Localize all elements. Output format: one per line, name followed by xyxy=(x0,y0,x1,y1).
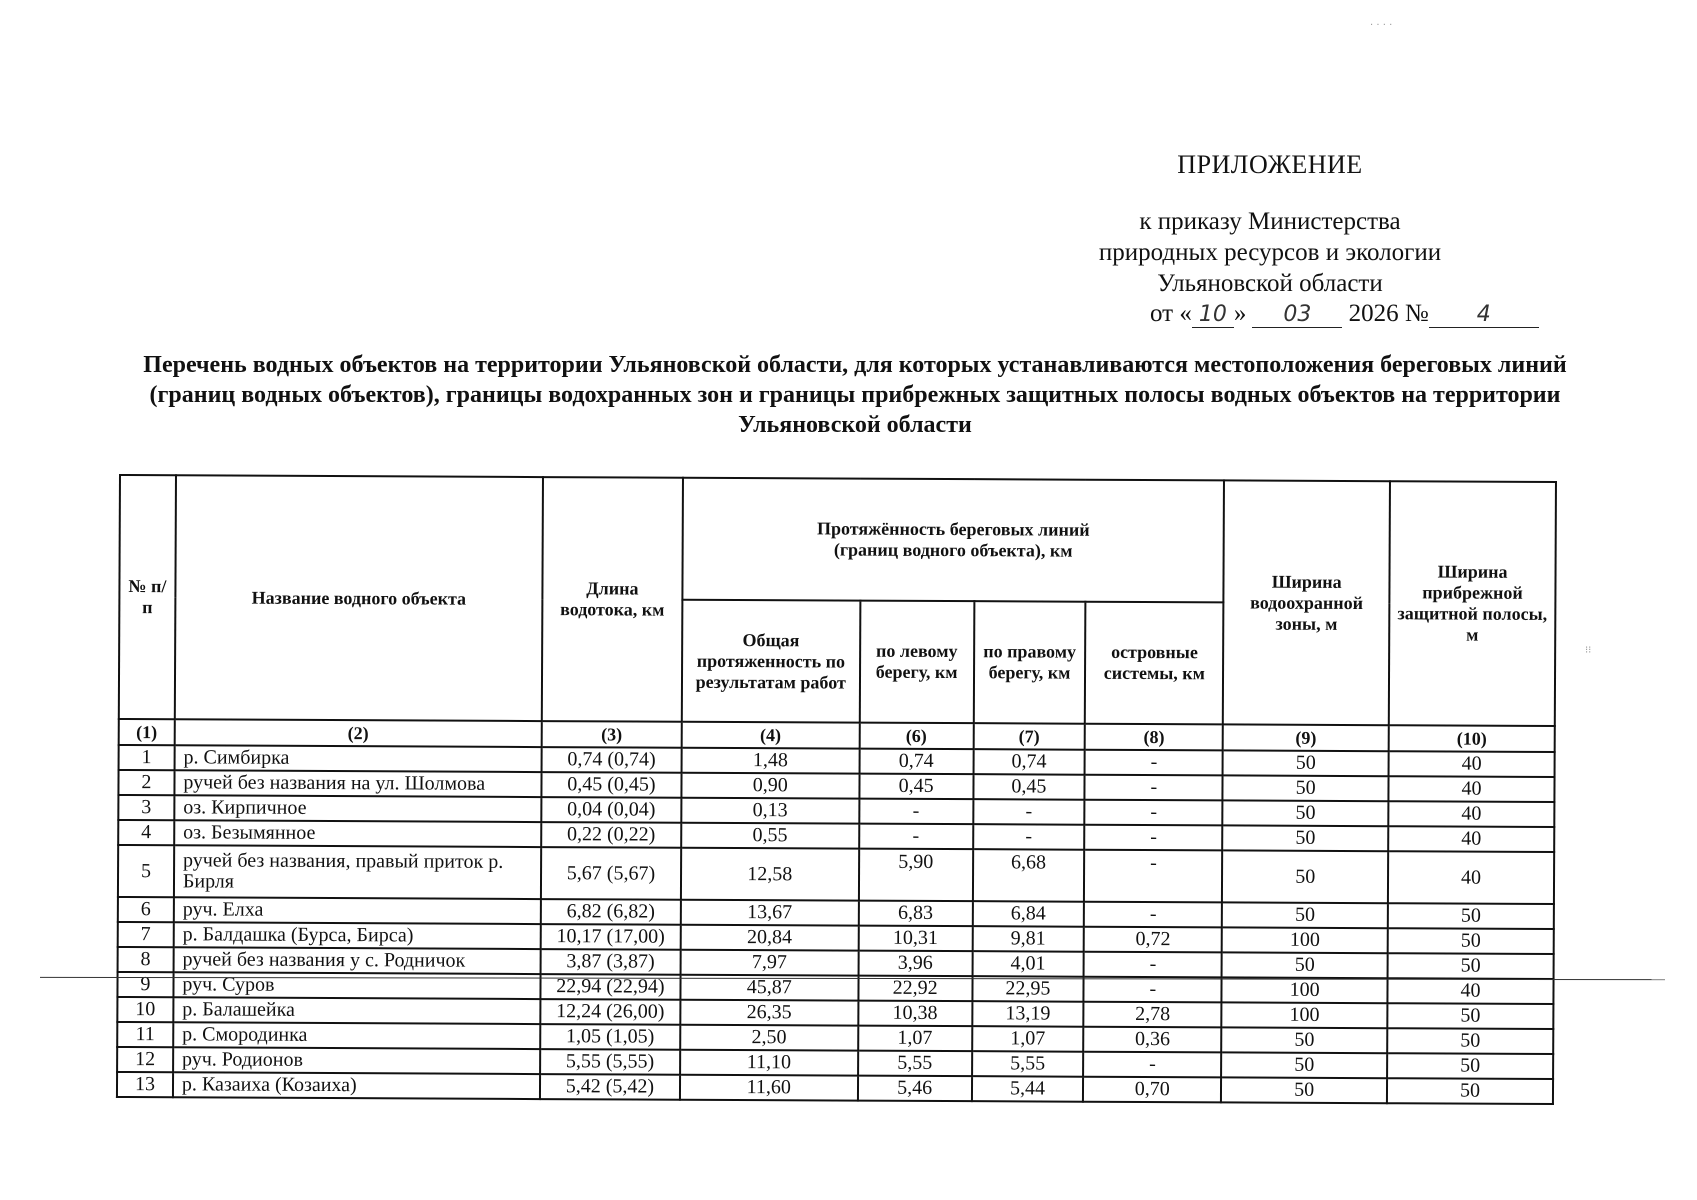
cell-name: ручей без названия на ул. Шолмова xyxy=(174,770,541,797)
column-number: (9) xyxy=(1223,724,1389,751)
cell-name: руч. Елха xyxy=(174,897,541,924)
order-day: 10 xyxy=(1192,302,1234,328)
cell-length: 6,82 (6,82) xyxy=(541,899,681,925)
cell-total: 12,58 xyxy=(681,848,859,901)
scan-speck: · · · · xyxy=(1370,20,1393,31)
cell-coastal-strip: 40 xyxy=(1388,978,1554,1004)
cell-islands: 0,72 xyxy=(1084,927,1222,953)
order-month: 03 xyxy=(1252,302,1342,328)
cell-water-zone: 50 xyxy=(1222,952,1388,978)
cell-total: 1,48 xyxy=(681,748,859,774)
cell-total: 0,55 xyxy=(681,823,859,849)
cell-right: - xyxy=(973,799,1085,825)
cell-water-zone: 100 xyxy=(1222,977,1388,1003)
cell-name: оз. Безымянное xyxy=(174,820,541,847)
cell-right: 22,95 xyxy=(972,976,1084,1002)
header-left: по левому берегу, км xyxy=(859,601,973,724)
cell-water-zone: 50 xyxy=(1222,850,1388,903)
header-length: Длина водотока, км xyxy=(542,477,683,722)
cell-right: 6,68 xyxy=(972,849,1084,902)
cell-left: 10,38 xyxy=(858,1001,972,1027)
cell-coastal-strip: 50 xyxy=(1387,1028,1553,1054)
order-date-line xyxy=(1150,300,1539,328)
cell-total: 26,35 xyxy=(680,1000,858,1026)
cell-name: ручей без названия, правый приток р. Бирля xyxy=(174,845,541,899)
cell-left: - xyxy=(859,799,973,825)
cell-length: 5,67 (5,67) xyxy=(541,847,681,900)
header-right: по правому берегу, км xyxy=(973,601,1085,724)
cell-right: - xyxy=(973,824,1085,850)
header-water-zone: Ширина водоохранной зоны, м xyxy=(1223,480,1390,725)
cell-total: 0,13 xyxy=(681,798,859,824)
table-row xyxy=(118,845,1554,904)
order-number: 4 xyxy=(1429,302,1539,328)
cell-islands: - xyxy=(1085,775,1223,801)
cell-length: 0,74 (0,74) xyxy=(542,747,682,773)
cell-water-zone: 50 xyxy=(1221,1052,1387,1078)
column-number: (6) xyxy=(859,723,973,750)
cell-total: 45,87 xyxy=(680,975,858,1001)
cell-right: 0,45 xyxy=(973,774,1085,800)
cell-left: 5,46 xyxy=(858,1076,972,1102)
cell-right: 5,55 xyxy=(972,1051,1084,1077)
cell-length: 12,24 (26,00) xyxy=(540,999,680,1025)
header-coastal-strip: Ширина прибрежной защитной полосы, м xyxy=(1389,481,1556,726)
document-title: Перечень водных объектов на территории Ульяновской области, для которых устанавливаются местоположения береговых линий (границ водных объектов), границы водохранных зон и границы прибрежных защитных полосы водных объектов на территории Ульяновской области xyxy=(143,352,1567,438)
cell-num: 2 xyxy=(118,770,174,795)
cell-coastal-strip: 40 xyxy=(1388,826,1554,852)
cell-name: р. Балашейка xyxy=(173,997,540,1024)
cell-coastal-strip: 40 xyxy=(1388,851,1554,904)
cell-coastal-strip: 40 xyxy=(1389,776,1555,802)
cell-islands: - xyxy=(1084,850,1222,903)
cell-num: 3 xyxy=(118,795,174,820)
order-quote: » xyxy=(1233,300,1247,327)
cell-water-zone: 50 xyxy=(1223,775,1389,801)
scan-speck: ⁝⁝ xyxy=(1585,645,1592,656)
cell-coastal-strip: 50 xyxy=(1387,1053,1553,1079)
cell-islands: - xyxy=(1084,952,1222,978)
cell-islands: 0,36 xyxy=(1084,1027,1222,1053)
cell-right: 6,84 xyxy=(972,901,1084,927)
cell-water-zone: 50 xyxy=(1223,800,1389,826)
cell-num: 6 xyxy=(118,897,174,922)
header-shoreline-group: Протяжённость береговых линий (границ водного объекта), км xyxy=(682,478,1224,603)
cell-total: 7,97 xyxy=(680,950,858,976)
cell-num: 13 xyxy=(117,1072,173,1097)
cell-total: 20,84 xyxy=(681,925,859,951)
cell-islands: - xyxy=(1085,825,1223,851)
cell-num: 1 xyxy=(119,745,175,770)
cell-length: 0,45 (0,45) xyxy=(541,772,681,798)
header-num: № п/п xyxy=(119,475,176,719)
cell-right: 0,74 xyxy=(973,749,1085,775)
header-total: Общая протяженность по результатам работ xyxy=(682,600,860,723)
cell-left: - xyxy=(859,824,973,850)
cell-left: 10,31 xyxy=(858,926,972,952)
cell-length: 3,87 (3,87) xyxy=(541,949,681,975)
cell-length: 1,05 (1,05) xyxy=(540,1024,680,1050)
cell-left: 6,83 xyxy=(859,901,973,927)
cell-right: 1,07 xyxy=(972,1026,1084,1052)
appendix-line: Ульяновской области xyxy=(1157,270,1383,297)
cell-water-zone: 50 xyxy=(1222,825,1388,851)
cell-length: 10,17 (17,00) xyxy=(541,924,681,950)
cell-islands: - xyxy=(1085,800,1223,826)
cell-right: 9,81 xyxy=(972,926,1084,952)
header-islands: островные системы, км xyxy=(1085,602,1223,725)
cell-num: 8 xyxy=(118,947,174,972)
cell-left: 0,74 xyxy=(859,749,973,775)
water-objects-table xyxy=(116,474,1557,1105)
cell-water-zone: 50 xyxy=(1223,750,1389,776)
cell-name: р. Балдашка (Бурса, Бирса) xyxy=(174,922,541,949)
cell-num: 5 xyxy=(118,845,174,897)
cell-right: 4,01 xyxy=(972,951,1084,977)
cell-num: 12 xyxy=(117,1047,173,1072)
column-number: (7) xyxy=(973,723,1085,750)
cell-total: 0,90 xyxy=(681,773,859,799)
cell-right: 13,19 xyxy=(972,1001,1084,1027)
cell-islands: - xyxy=(1085,750,1223,776)
cell-name: оз. Кирпичное xyxy=(174,795,541,822)
cell-coastal-strip: 50 xyxy=(1388,903,1554,929)
column-number: (1) xyxy=(119,719,175,745)
header-name: Название водного объекта xyxy=(175,475,543,721)
cell-num: 10 xyxy=(117,997,173,1022)
cell-water-zone: 50 xyxy=(1221,1077,1387,1103)
cell-length: 5,42 (5,42) xyxy=(540,1074,680,1100)
cell-name: ручей без названия у с. Родничок xyxy=(173,947,540,974)
cell-islands: 0,70 xyxy=(1083,1077,1221,1103)
order-prefix: от « xyxy=(1150,300,1192,327)
cell-islands: 2,78 xyxy=(1084,1002,1222,1028)
cell-coastal-strip: 40 xyxy=(1389,751,1555,777)
cell-right: 5,44 xyxy=(971,1076,1083,1102)
cell-coastal-strip: 40 xyxy=(1388,801,1554,827)
cell-num: 4 xyxy=(118,820,174,845)
cell-water-zone: 100 xyxy=(1222,927,1388,953)
appendix-block xyxy=(1020,150,1520,299)
cell-islands: - xyxy=(1083,1052,1221,1078)
cell-left: 0,45 xyxy=(859,774,973,800)
cell-water-zone: 50 xyxy=(1222,902,1388,928)
column-number: (4) xyxy=(682,722,860,749)
cell-left: 3,96 xyxy=(858,951,972,977)
cell-name: руч. Суров xyxy=(173,972,540,999)
appendix-title: ПРИЛОЖЕНИЕ xyxy=(1177,150,1363,179)
cell-name: р. Казаиха (Козаиха) xyxy=(173,1072,540,1099)
cell-length: 0,04 (0,04) xyxy=(541,797,681,823)
cell-coastal-strip: 50 xyxy=(1388,953,1554,979)
appendix-line: природных ресурсов и экологии xyxy=(1098,239,1442,266)
column-number: (8) xyxy=(1085,724,1223,751)
cell-length: 0,22 (0,22) xyxy=(541,822,681,848)
cell-total: 11,10 xyxy=(680,1050,858,1076)
cell-left: 1,07 xyxy=(858,1026,972,1052)
cell-water-zone: 100 xyxy=(1222,1002,1388,1028)
cell-total: 13,67 xyxy=(681,900,859,926)
cell-left: 5,90 xyxy=(859,849,973,902)
column-number: (2) xyxy=(175,719,542,747)
cell-name: р. Смородинка xyxy=(173,1022,540,1049)
cell-name: руч. Родионов xyxy=(173,1047,540,1074)
cell-coastal-strip: 50 xyxy=(1388,928,1554,954)
column-number: (10) xyxy=(1389,725,1555,752)
cell-left: 22,92 xyxy=(858,976,972,1002)
cell-num: 9 xyxy=(117,972,173,997)
column-number: (3) xyxy=(542,721,682,748)
order-year: 2026 № xyxy=(1348,300,1429,327)
cell-length: 22,94 (22,94) xyxy=(540,974,680,1000)
cell-islands: - xyxy=(1084,902,1222,928)
cell-coastal-strip: 50 xyxy=(1387,1003,1553,1029)
cell-total: 11,60 xyxy=(680,1075,858,1101)
cell-length: 5,55 (5,55) xyxy=(540,1049,680,1075)
cell-name: р. Симбирка xyxy=(174,745,541,772)
cell-water-zone: 50 xyxy=(1221,1027,1387,1053)
cell-coastal-strip: 50 xyxy=(1387,1078,1553,1104)
cell-islands: - xyxy=(1084,977,1222,1003)
cell-num: 11 xyxy=(117,1022,173,1047)
cell-total: 2,50 xyxy=(680,1025,858,1051)
cell-left: 5,55 xyxy=(858,1051,972,1077)
cell-num: 7 xyxy=(118,922,174,947)
appendix-line: к приказу Министерства xyxy=(1139,208,1401,235)
